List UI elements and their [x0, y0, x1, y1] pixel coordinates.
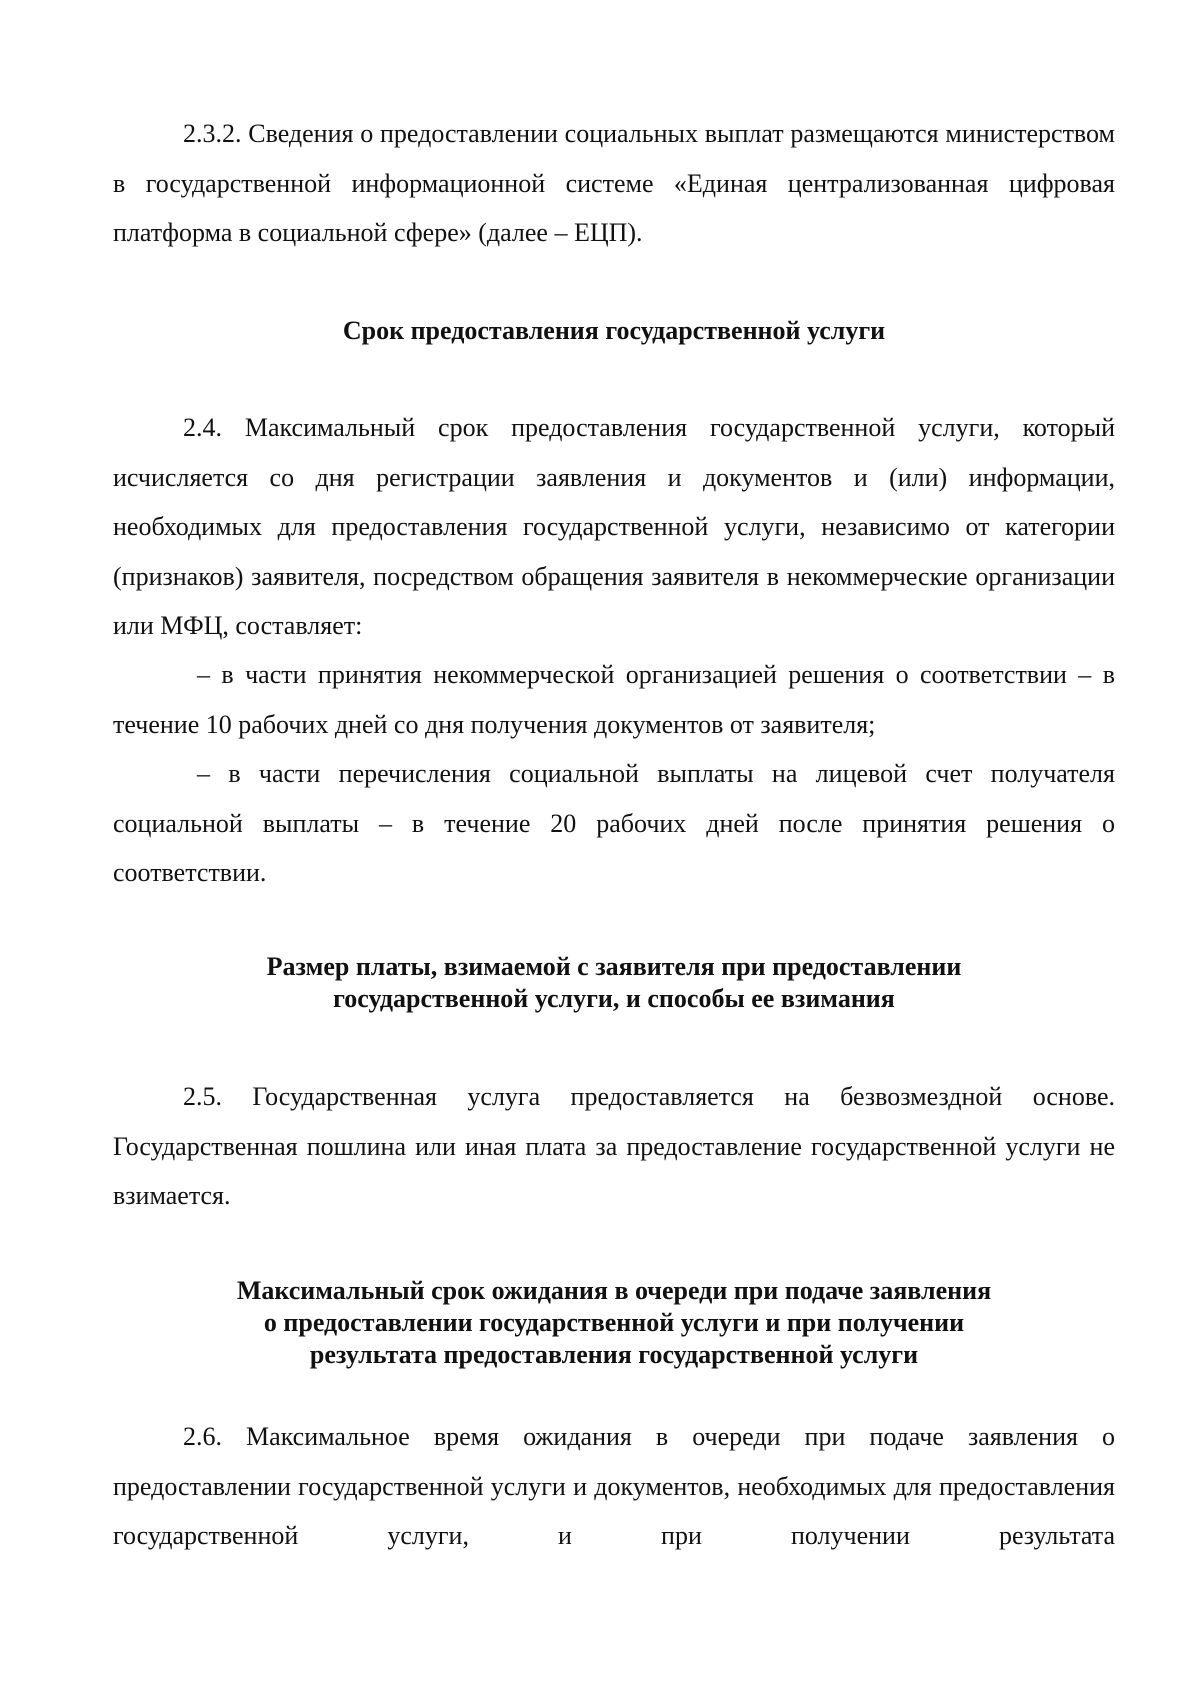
- heading-fee-line-2: государственной услуги, и способы ее взимания: [333, 984, 895, 1013]
- paragraph-2-5: 2.5. Государственная услуга предоставляется на безвозмездной основе. Государственная пошлина или иная плата за предоставление государственной услуги не взимается.: [113, 1082, 1115, 1210]
- heading-queue: [113, 1275, 1115, 1371]
- paragraph-2-3-2: 2.3.2. Сведения о предоставлении социальных выплат размещаются министерством в государственной информационной системе «Единая централизованная цифровая платформа в социальной сфере» (далее – ЕЦП).: [113, 119, 1115, 247]
- heading-service-term: Срок предоставления государственной услуги: [342, 316, 886, 345]
- paragraph-2-4-item-1: – в части принятия некоммерческой организацией решения о соответствии – в течение 10 рабочих дней со дня получения документов от заявителя;: [113, 660, 1115, 739]
- paragraph-2-4: 2.4. Максимальный срок предоставления государственной услуги, который исчисляется со дня регистрации заявления и документов и (или) информации, необходимых для предоставления государственной услуги, независимо от категории (признаков) заявителя, посредством обращения заявителя в некоммерческие организации или МФЦ, составляет:: [113, 413, 1115, 640]
- heading-queue-line-1: Максимальный срок ожидания в очереди при подаче заявления: [236, 1276, 992, 1305]
- heading-fee: [113, 951, 1115, 1015]
- heading-fee-line-1: Размер платы, взимаемой с заявителя при предоставлении: [266, 952, 962, 981]
- paragraph-2-6: 2.6. Максимальное время ожидания в очереди при подаче заявления о предоставлении государственной услуги и документов, необходимых для предоставления государственной услуги, и при получении результата: [113, 1422, 1115, 1550]
- heading-queue-line-3: результата предоставления государственной услуги: [309, 1340, 919, 1369]
- paragraph-2-4-item-2: – в части перечисления социальной выплаты на лицевой счет получателя социальной выплаты – в течение 20 рабочих дней после принятия решения о соответствии.: [113, 759, 1115, 887]
- heading-queue-line-2: о предоставлении государственной услуги и при получении: [263, 1308, 965, 1337]
